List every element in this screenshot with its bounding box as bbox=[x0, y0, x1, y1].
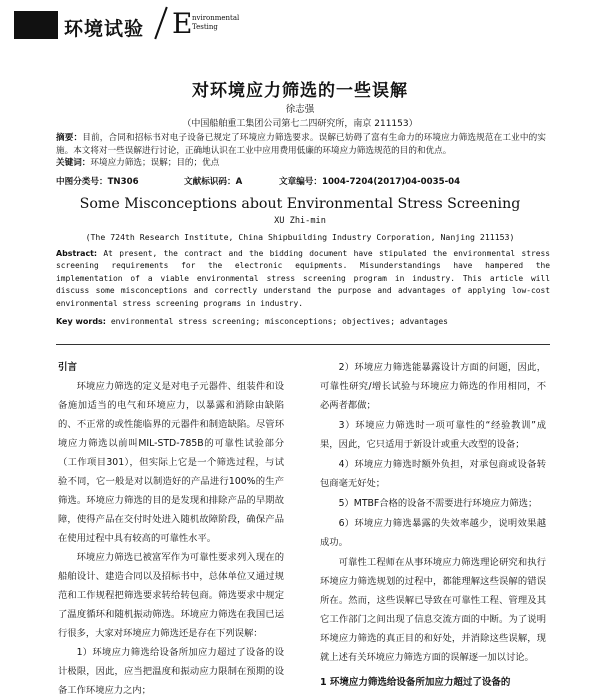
clc-number: 中图分类号：TN306 bbox=[56, 177, 139, 187]
article-title-cn: 对环境应力筛选的一些误解 bbox=[192, 81, 408, 101]
body-paragraph: 环境应力筛选的定义是对电子元器件、组装件和设备施加适当的电气和环境应力，以暴露和消除由缺陷的、不正常的或性能临界的元器件和制造缺陷。尽管环境应力筛选以前叫MIL-STD-785B的可靠性试验部分（工作项目301），但实际上它是一个筛选过程，与试验不同，它一般是对以制造好的产品进行100%的生产筛选。环境应力筛选的目的是发现和排除产品的早期故障，使得产品在交付时处进入随机故障阶段，确保产品在使用过程中具有较高的可靠性水平。 bbox=[58, 381, 284, 544]
classification-meta-cn bbox=[56, 175, 556, 187]
body-paragraph: 3）环境应力筛选时一项可靠性的“经验教训”成果，因此，它只适用于新设计或重大改型的设备； bbox=[320, 420, 546, 450]
intro-heading: 引言 bbox=[58, 362, 78, 373]
body-paragraph: 2）环境应力筛选能暴露设计方面的问题，因此，可靠性研究/增长试验与环境应力筛选的作用相同，不必两者都做； bbox=[320, 362, 546, 411]
author-en: XU Zhi-min bbox=[274, 216, 326, 226]
article-number: 文章编号：1004-7204(2017)04-0035-04 bbox=[279, 177, 461, 187]
section-1-heading: 1 环境应力筛选给设备所加应力超过了设备的 bbox=[320, 677, 511, 688]
abstract-en bbox=[56, 248, 550, 310]
body-paragraph: 6）环境应力筛选暴露的失效率越少，说明效果越成功。 bbox=[320, 518, 546, 548]
body-left-column bbox=[58, 358, 284, 700]
body-paragraph: 可靠性工程师在从事环境应力筛选理论研究和执行环境应力筛选规划的过程中，都能理解这些误解的错误所在。然而，这些误解已导致在可靠性工程、管理及其它工作部门之间出现了信息交流方面的中断。为了说明环境应力筛选的真正目的和好处，并消除这些误解，现就上述有关环境应力筛选方面的误解逐一加以讨论。 bbox=[320, 557, 546, 663]
keywords-cn-text: 环境应力筛选；误解；目的；优点 bbox=[90, 158, 220, 169]
body-paragraph: 1）环境应力筛选给设备所加应力超过了设备的设计极限，因此，应当把温度和振动应力限制在预期的设备工作环境应力之内； bbox=[58, 647, 284, 696]
journal-initial: E bbox=[172, 7, 193, 40]
article-title-en: Some Misconceptions about Environmental Stress Screening bbox=[79, 196, 521, 212]
journal-name-en-line1: nvironmental bbox=[192, 14, 240, 22]
journal-name-en bbox=[192, 14, 239, 32]
keywords-cn-label: 关键词： bbox=[56, 158, 91, 169]
header-slash-divider bbox=[154, 7, 168, 40]
journal-header bbox=[14, 8, 264, 40]
body-paragraph: 4）环境应力筛选时额外负担，对承包商或设备转包商毫无好处； bbox=[320, 459, 546, 489]
abstract-cn-text: 目前，合同和招标书对电子设备已规定了环境应力筛选要求。误解已妨碍了富有生命力的环境应力筛选规范在工业中的实施。本文将对一些误解进行讨论，正确地认识在工业中应用费用低廉的环境应力筛选规范的目的和优点。 bbox=[56, 133, 546, 156]
body-paragraph: 环境应力筛选已被富军作为可靠性要求列入现在的船舶设计、建造合同以及招标书中，总体单位又通过规范和工作规程把筛选要求转给转包商。筛选要求中规定了温度循环和随机振动筛选。环境应力筛选在我国已运行很多，大家对环境应力筛选还是存在下列误解： bbox=[58, 552, 284, 639]
journal-name-cn: 环境试验 bbox=[64, 18, 145, 40]
keywords-en-label: Key words: bbox=[56, 317, 107, 326]
header-black-block bbox=[14, 11, 58, 39]
abstract-en-text: At present, the contract and the bidding document have stipulated the environmental stress screening requirements for the electronic equipments. Misunderstandings have hampered the implementation of a viable environmental stress screening program in industry. This article will discuss some misconceptions and correctly understand the purpose and advantages of applying low-cost environmental stress screening programs in industry. bbox=[56, 249, 550, 308]
abstract-cn bbox=[56, 132, 546, 170]
author-cn: 徐志强 bbox=[285, 104, 315, 115]
keywords-en-text: environmental stress screening; misconceptions; objectives; advantages bbox=[110, 317, 448, 326]
document-code: 文献标识码：A bbox=[184, 177, 243, 187]
affiliation-cn: （中国船舶重工集团公司第七二四研究所，南京 211153） bbox=[182, 119, 418, 129]
abstract-en-label: Abstract: bbox=[56, 249, 98, 258]
keywords-en bbox=[56, 317, 550, 326]
journal-name-en-line2: Testing bbox=[192, 23, 218, 31]
abstract-cn-label: 摘要： bbox=[56, 133, 83, 143]
body-right-column bbox=[320, 358, 546, 691]
affiliation-en: (The 724th Research Institute, China Shipbuilding Industry Corporation, Nanjing 211153) bbox=[85, 232, 515, 242]
body-paragraph: 5）MTBF合格的设备不需要进行环境应力筛选； bbox=[338, 498, 538, 509]
section-divider bbox=[56, 344, 550, 345]
